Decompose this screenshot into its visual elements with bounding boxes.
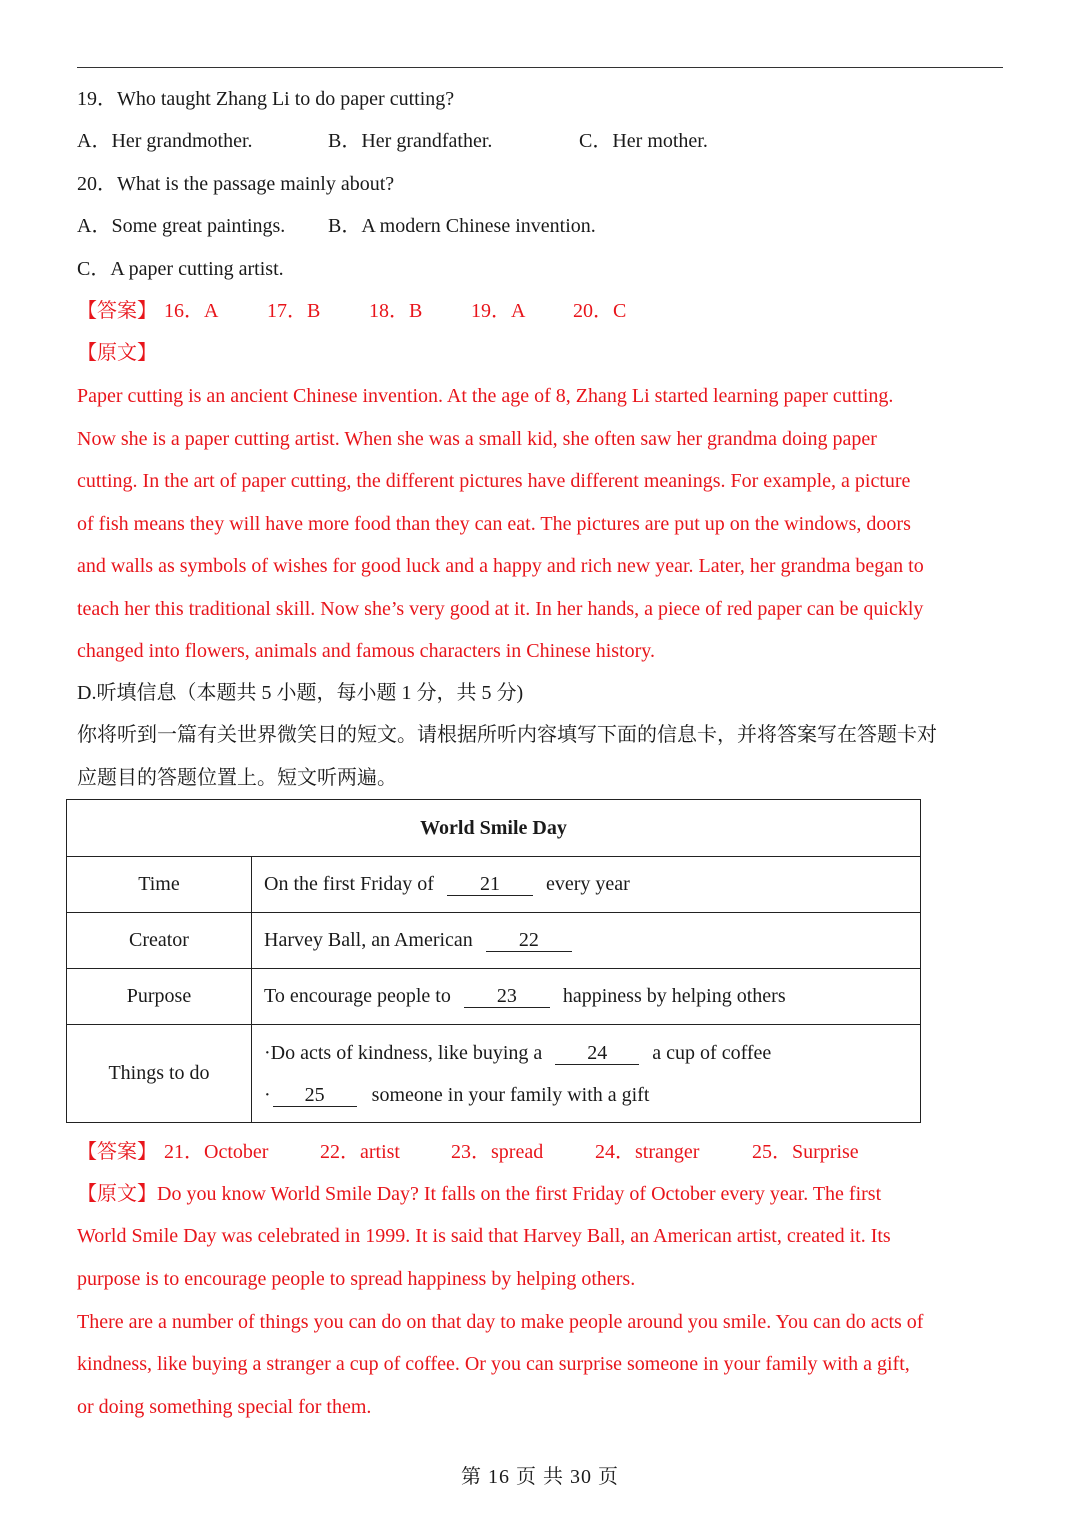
q19-question: 19．Who taught Zhang Li to do paper cutting? — [77, 88, 455, 110]
answer-item: 19．A — [471, 300, 526, 322]
row-value-things — [252, 1025, 921, 1123]
q20-option-b: B．A modern Chinese invention. — [328, 215, 596, 237]
q20-option-a: A．Some great paintings. — [77, 215, 286, 237]
blank-23: 23 — [464, 985, 550, 1008]
time-post: every year — [545, 873, 630, 895]
original-line: changed into flowers, animals and famous characters in Chinese history. — [77, 640, 655, 662]
original-line: or doing something special for them. — [77, 1396, 372, 1418]
header-rule — [77, 67, 1003, 68]
answer-item: 22．artist — [320, 1141, 400, 1163]
original-line: Now she is a paper cutting artist. When she was a small kid, she often saw her grandma doing paper — [77, 428, 877, 450]
blank-21: 21 — [447, 873, 533, 896]
blank-22: 22 — [486, 929, 572, 952]
answer-label: 【答案】 — [77, 300, 157, 322]
answer-item: 23．spread — [451, 1141, 544, 1163]
row-value-time — [252, 857, 921, 913]
original-line-first — [77, 1180, 881, 1208]
time-pre: On the first Friday of — [264, 873, 434, 895]
answer-item: 17．B — [267, 300, 321, 322]
answer-item: 16．A — [164, 300, 219, 322]
things-line2-post: someone in your family with a gift — [371, 1083, 650, 1106]
row-value-creator — [252, 913, 921, 969]
original-line: cutting. In the art of paper cutting, the different pictures have different meanings. For example, a picture — [77, 470, 911, 492]
section-d-instruction: 你将听到一篇有关世界微笑日的短文。请根据所听内容填写下面的信息卡，并将答案写在答题卡对 — [77, 724, 937, 746]
section-d-heading: D.听填信息（本题共 5 小题，每小题 1 分，共 5 分) — [77, 682, 524, 704]
q19-option-a: A．Her grandmother. — [77, 130, 253, 152]
original-line: There are a number of things you can do on that day to make people around you smile. You can do acts of — [77, 1311, 924, 1333]
answer-item: 18．B — [369, 300, 423, 322]
page-footer: 第 16 页 共 30 页 — [461, 1466, 619, 1488]
original-line: of fish means they will have more food than they can eat. The pictures are put up on the windows, doors — [77, 513, 911, 535]
q20-option-c: C．A paper cutting artist. — [77, 258, 284, 280]
row-label-creator: Creator — [67, 913, 252, 969]
answer-item: 20．C — [573, 300, 627, 322]
things-line1-post: a cup of coffee — [652, 1041, 772, 1064]
original-line: purpose is to encourage people to spread happiness by helping others. — [77, 1268, 636, 1290]
purpose-pre: To encourage people to — [264, 985, 451, 1007]
original-line: kindness, like buying a stranger a cup of coffee. Or you can surprise someone in your family with a gift, — [77, 1353, 910, 1375]
original-line: Paper cutting is an ancient Chinese invention. At the age of 8, Zhang Li started learning paper cutting. — [77, 385, 894, 407]
things-line1-pre: ·Do acts of kindness, like buying a — [264, 1041, 543, 1064]
q20-question: 20．What is the passage mainly about? — [77, 173, 395, 195]
answer-item: 25．Surprise — [752, 1141, 859, 1163]
purpose-post: happiness by helping others — [562, 985, 786, 1007]
q19-option-b: B．Her grandfather. — [328, 130, 493, 152]
answer-line-2 — [77, 1138, 859, 1166]
row-label-purpose: Purpose — [67, 969, 252, 1025]
original-label: 【原文】 — [77, 342, 157, 364]
answer-line-1 — [77, 297, 627, 325]
info-card-table — [66, 799, 921, 1123]
row-label-time: Time — [67, 857, 252, 913]
row-label-things: Things to do — [67, 1025, 252, 1123]
original-label: 【原文】 — [77, 1183, 157, 1205]
blank-25: 25 — [273, 1084, 357, 1107]
row-value-purpose — [252, 969, 921, 1025]
answer-item: 21．October — [164, 1141, 269, 1163]
creator-pre: Harvey Ball, an American — [264, 929, 473, 951]
answer-item: 24．stranger — [595, 1141, 700, 1163]
section-d-instruction: 应题目的答题位置上。短文听两遍。 — [77, 767, 397, 789]
original-line: Do you know World Smile Day? It falls on the first Friday of October every year. The first — [157, 1183, 882, 1205]
blank-24: 24 — [555, 1042, 639, 1065]
original-line: teach her this traditional skill. Now she’s very good at it. In her hands, a piece of red paper can be quickly — [77, 598, 924, 620]
original-line: World Smile Day was celebrated in 1999. It is said that Harvey Ball, an American artist, created it. Its — [77, 1225, 891, 1247]
q19-option-c: C．Her mother. — [579, 130, 708, 152]
card-title: World Smile Day — [67, 800, 921, 857]
original-line: and walls as symbols of wishes for good luck and a happy and rich new year. Later, her grandma began to — [77, 555, 924, 577]
answer-label: 【答案】 — [77, 1141, 157, 1163]
things-line2-pre: · — [264, 1083, 271, 1106]
